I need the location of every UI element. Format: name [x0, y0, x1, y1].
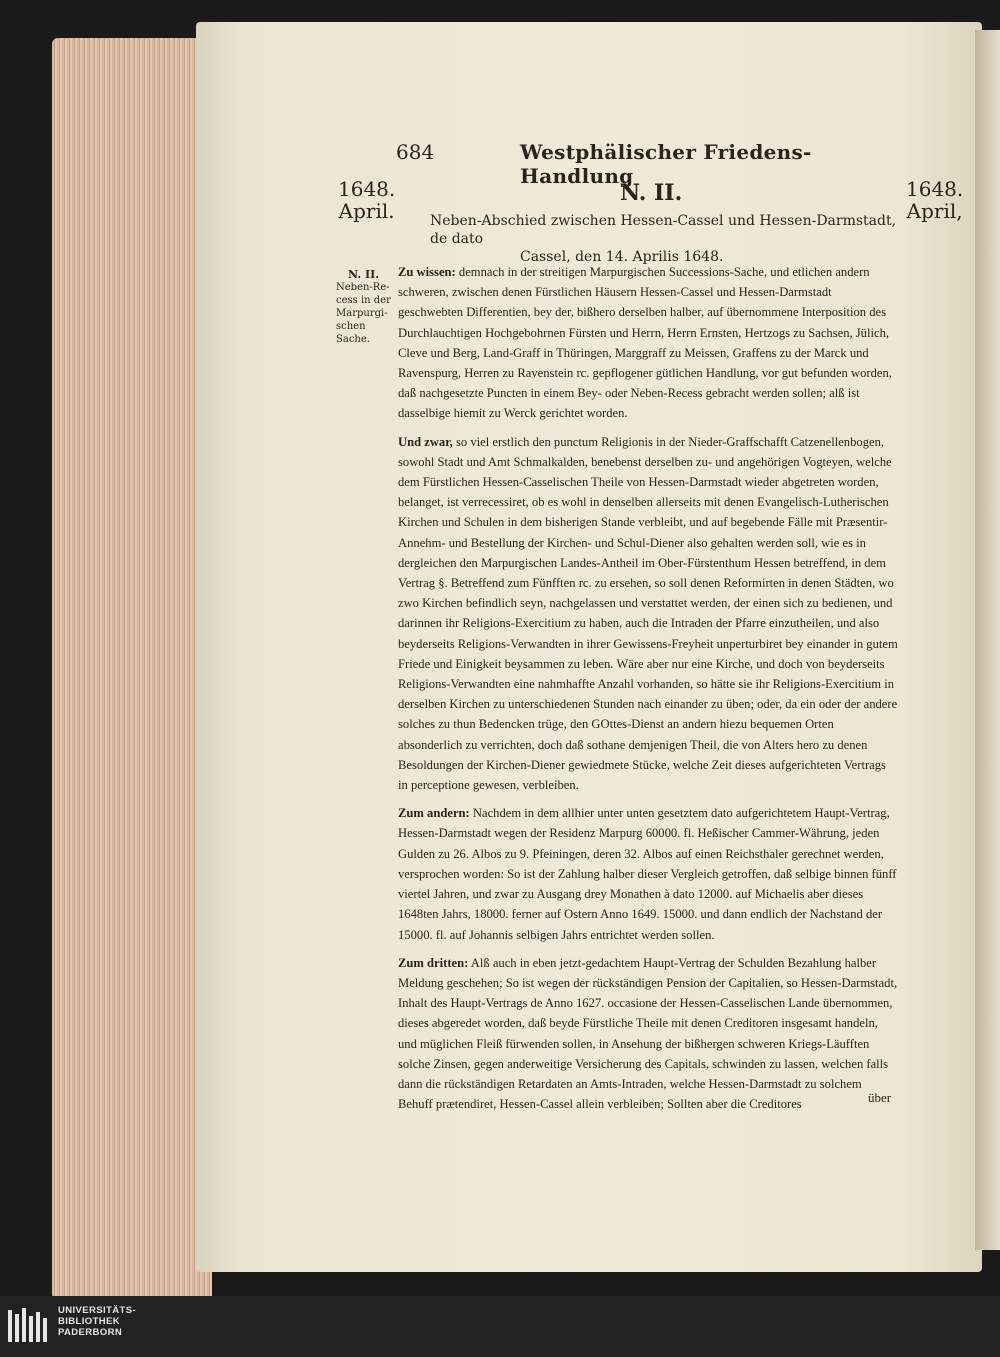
section-title-line-1: Neben-Abschied zwischen Hessen-Cassel und Hessen-Darmstadt, de dato	[430, 213, 897, 247]
section-title	[430, 212, 900, 266]
library-logo-text	[58, 1305, 136, 1338]
paragraph-text: so viel erstlich den punctum Religionis in der Nieder-Graffschafft Catzenellenbogen, sowohl Stadt und Amt Schmalkalden, benebenst derselben zu- und angehörigen Vogteyen, welche dem Fürstlichen Hessen-Casselischen Theile von Hessen-Darmstadt wieder abgetreten worden, belanget, ist verrecessiret, ob es wohl in denselben allerseits mit denen Evangelisch-Lutherischen Kirchen und Schulen in dem bisherigen Stande verbleibt, und auf begebende Fälle mit Præsentir- Annehm- und Bestellung der Kirchen- und Schul-Diener also gehalten werden soll, wie es in dergleichen den Marpurgischen Landes-Antheil im Ober-Fürstenthum Hessen betreffend, in dem Vertrag §. Betreffend zum Fünfften rc. zu ersehen, so soll denen Reformirten in denen Städten, wo zwo Kirchen befindlich seyn, nachgelassen und verstattet werden, der einen sich zu bedienen, und darinnen ihr Religions-Exercitium zu haben, auch die Intraden der Pfarre einzutheilen, und also beyderseits Religions-Verwandten in ihrer Gewissens-Freyheit unperturbiret bey einander in gutem Friede und Einigkeit beysammen zu leben. Wäre aber nur eine Kirche, und doch von beyderseits Religions-Verwandten eine nahmhaffte Anzahl vorhanden, so hätte sie ihr Religions-Exercitium in derselben Kirchen zu unterschiedenen Stunden nach einander zu üben; oder, da ein oder der andere solches zu thun Bedencken trüge, den GOttes-Dienst an andern hiezu bequemen Orten absonderlich zu verrichten, doch daß sothane demjenigen Theil, die von Alters hero zu denen Besoldungen der Kirchen-Diener gewiedmete Stücke, welche Zeit dieses aufgerichteten Vertrags in perceptione gewesen, verbleiben.	[398, 434, 898, 793]
logo-line: UNIVERSITÄTS-	[58, 1305, 137, 1316]
page-number: 684	[396, 140, 435, 164]
body-text	[398, 262, 898, 1114]
date-left-month: April.	[338, 199, 395, 223]
paragraph-lead: Zum andern:	[398, 806, 470, 821]
paragraph-lead: Zum dritten:	[398, 955, 469, 970]
margin-note-line: Marpurgi-	[336, 308, 388, 319]
date-right-month: April,	[906, 199, 963, 223]
paragraph-lead: Und zwar,	[398, 434, 453, 449]
library-logo-icon	[6, 1306, 50, 1346]
logo-line: BIBLIOTHEK	[58, 1316, 121, 1327]
margin-note-line: schen Sache.	[336, 321, 370, 345]
paragraph	[398, 432, 898, 796]
section-number: N. II.	[620, 180, 683, 206]
paragraph-text: Alß auch in eben jetzt-gedachtem Haupt-Vertrag der Schulden Bezahlung halber Meldung geschehen; So ist wegen der rückständigen Pension der Capitalien, so Hessen-Darmstadt, Inhalt des Haupt-Vertrags de Anno 1627. occasione der Hessen-Casselischen Lande übernommen, dieses abgeredet worden, daß beyde Fürstliche Theile mit denen Creditoren insgesamt handeln, und müglichen Fleiß fürwenden sollen, in Ansehung der bißhergen schweren Kriegs-Läufften solche Zinsen, gegen anderweitige Versicherung des Capitals, schwinden zu lassen, welchen falls dann die rückständigen Retardaten an Amts-Intraden, welche Hessen-Darmstadt zu solchem Behuff prætendiret, Hessen-Cassel allein verbleiben; Sollten aber die Creditores	[398, 955, 898, 1112]
page-header	[396, 140, 816, 188]
margin-note-line: cess in der	[336, 295, 391, 306]
margin-note	[336, 268, 394, 346]
paragraph-text: demnach in der streitigen Marpurgischen Successions-Sache, und etlichen andern schweren, zwischen denen Fürstlichen Häusern Hessen-Cassel und Hessen-Darmstadt geschwebten Differentien, bey der, bißhero derselben halber, auf übernommene Interposition des Durchlauchtigen Hochgebohrnen Fürsten und Herrn, Herrn Ernsten, Hertzogs zu Sachsen, Jülich, Cleve und Berg, Land-Graff in Thüringen, Marggraff zu Meissen, Graffens zu der Marck und Ravenspurg, Herren zu Ravenstein rc. gepflogener gütlichen Handlung, vor gut befunden worden, daß nachgesetzte Puncten in einem Bey- oder Neben-Recess gebracht werden sollen; alß ist dasselbige hiemit zu Werck gerichtet worden.	[398, 265, 892, 421]
running-title: Westphälischer Friedens-Handlung	[520, 140, 812, 188]
date-right-year: 1648.	[906, 177, 964, 201]
catchword: über	[868, 1090, 892, 1105]
margin-note-head: N. II.	[348, 268, 380, 281]
section-title-line-2: Cassel, den 14. Aprilis 1648.	[520, 249, 724, 265]
paragraph-text: Nachdem in dem allhier unter unten gesetztem dato aufgerichtetem Haupt-Vertrag, Hessen-Darmstadt wegen der Residenz Marpurg 60000. fl. Heßischer Cammer-Währung, jeden Gulden zu 26. Albos zu 9. Pfeiningen, deren 32. Albos auf einen Reichsthaler gerechnet werden, versprochen worden: So ist der Zahlung halber dieser Vergleich getroffen, daß selbige binnen fünff viertel Jahren, und zwar zu Ausgang drey Monathen à dato 12000. auf Michaelis aber dieses 1648ten Jahrs, 18000. ferner auf Ostern Anno 1649. 15000. und dann endlich der Nachstand der 15000. fl. auf Johannis selbigen Jahrs entrichtet werden sollen.	[398, 806, 897, 942]
paragraph-lead: Zu wissen:	[398, 265, 456, 279]
book-fore-edge	[52, 38, 212, 1300]
margin-date-right	[906, 178, 963, 222]
logo-line: PADERBORN	[58, 1327, 123, 1338]
paragraph	[398, 262, 898, 424]
facing-page-edge	[975, 30, 1000, 1250]
paragraph	[398, 953, 898, 1115]
margin-date-left	[338, 178, 395, 222]
footer-bar	[0, 1296, 1000, 1357]
margin-note-line: Neben-Re-	[336, 282, 390, 293]
paragraph	[398, 803, 898, 944]
date-left-year: 1648.	[338, 177, 396, 201]
